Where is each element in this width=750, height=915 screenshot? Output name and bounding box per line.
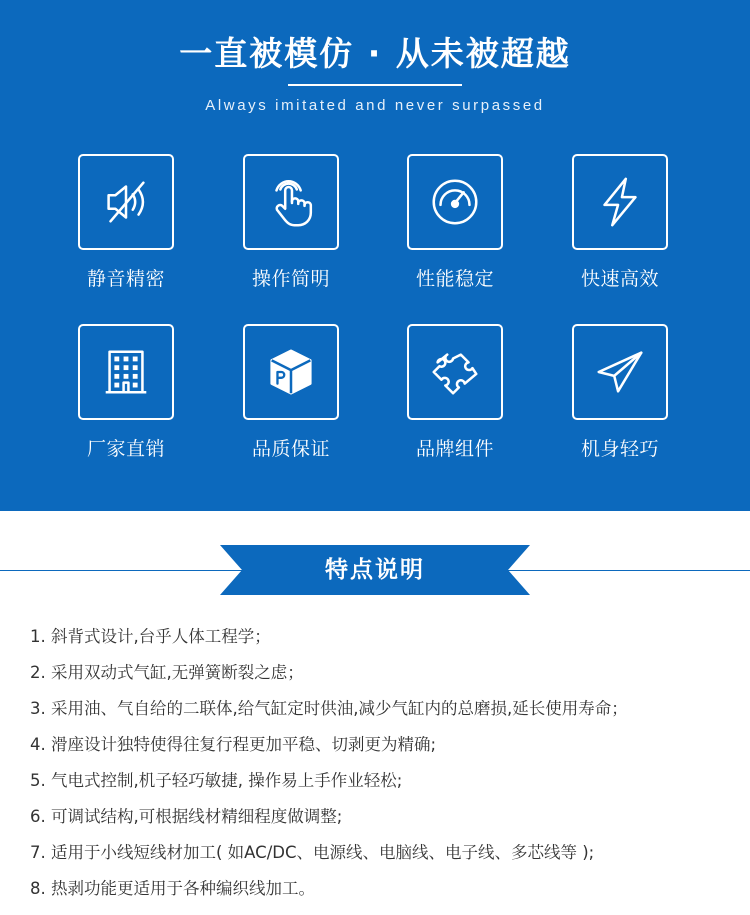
feature-icon-box — [407, 154, 503, 250]
feature-label: 快速高效 — [580, 268, 659, 290]
feature-label: 品质保证 — [251, 438, 330, 460]
section-header-banner — [220, 545, 530, 595]
touch-hand-icon — [262, 173, 320, 231]
feature-label: 性能稳定 — [415, 268, 494, 290]
puzzle-icon — [426, 343, 484, 401]
list-item: 4. 滑座设计独特使得往复行程更加平稳、切剥更为精确; — [30, 735, 437, 754]
list-item: 8. 热剥功能更适用于各种编织线加工。 — [30, 879, 315, 898]
feature-icon-box — [78, 324, 174, 420]
feature-icon-box — [572, 324, 668, 420]
list-item: 7. 适用于小线短线材加工( 如AC/DC、电源线、电脑线、电子线、多芯线等 ); — [30, 843, 595, 862]
package-box-icon — [262, 343, 320, 401]
feature-icon-box — [572, 154, 668, 250]
feature-quality-guarantee — [226, 324, 356, 461]
feature-silent-precision — [61, 154, 191, 291]
building-icon — [97, 343, 155, 401]
feature-label: 操作简明 — [251, 268, 330, 290]
gauge-icon — [426, 173, 484, 231]
feature-easy-operation — [226, 154, 356, 291]
list-item: 2. 采用双动式气缸,无弹簧断裂之虑； — [30, 663, 304, 682]
hero-title: 一直被模仿 · 从未被超越 — [179, 34, 571, 73]
paper-plane-icon — [591, 343, 649, 401]
feature-icon-box — [407, 324, 503, 420]
feature-brand-components — [390, 324, 520, 461]
feature-stable-performance — [390, 154, 520, 291]
list-item: 3. 采用油、气自给的二联体,给气缸定时供油,减少气缸内的总磨损,延长使用寿命； — [30, 699, 628, 718]
hero-subtitle: Always imitated and never surpassed — [205, 97, 545, 114]
section-title: 特点说明 — [325, 557, 425, 583]
feature-label: 静音精密 — [86, 268, 165, 290]
mute-speaker-icon — [97, 173, 155, 231]
feature-label: 厂家直销 — [86, 438, 165, 460]
lightning-icon — [591, 173, 649, 231]
feature-icon-box — [243, 154, 339, 250]
list-item: 5. 气电式控制,机子轻巧敏捷, 操作易上手作业轻松; — [30, 771, 403, 790]
feature-factory-direct — [61, 324, 191, 461]
list-item: 1. 斜背式设计,台乎人体工程学； — [30, 627, 271, 646]
feature-lightweight-body — [555, 324, 685, 461]
title-divider — [288, 84, 462, 86]
feature-icon-box — [78, 154, 174, 250]
feature-fast-efficient — [555, 154, 685, 291]
feature-label: 机身轻巧 — [580, 438, 659, 460]
list-item: 6. 可调试结构,可根据线材精细程度做调整; — [30, 807, 343, 826]
feature-icon-box — [243, 324, 339, 420]
feature-spec-list — [30, 622, 735, 910]
feature-label: 品牌组件 — [415, 438, 494, 460]
